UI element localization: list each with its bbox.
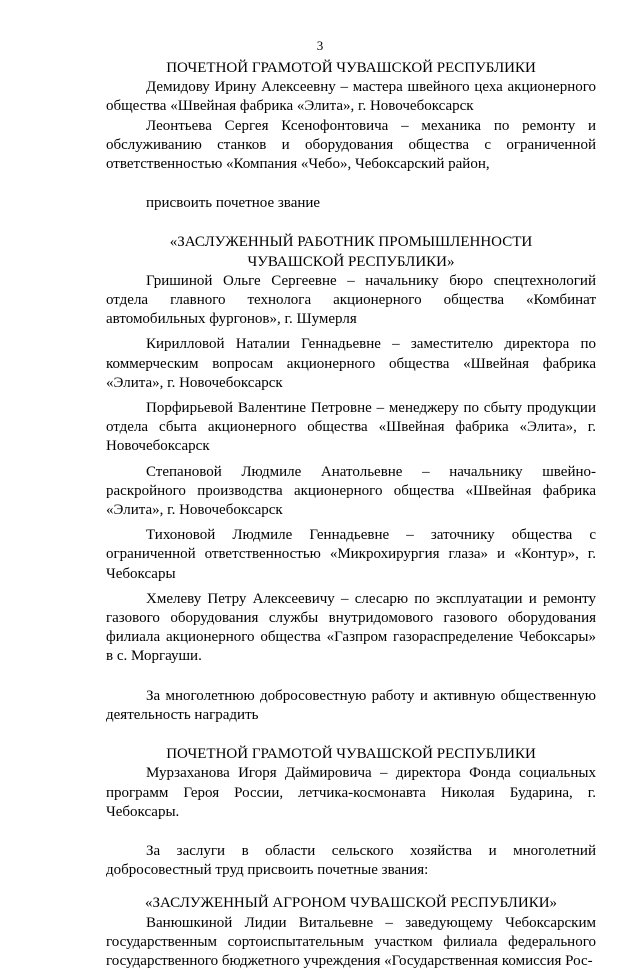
- section2-item-6: Хмелеву Петру Алексеевичу – слесарю по эксплуатации и ремонту газового оборудования службы внутридомового газового оборудования филиала акционерного общества «Газпром газораспределение Чебоксары» в с. Моргауши.: [106, 590, 596, 665]
- section1-item-2: Леонтьева Сергея Ксенофонтовича – механика по ремонту и обслуживанию станков и оборудования общества с ограниченной ответственностью «Компания «Чебо», Чебоксарский район,: [106, 117, 596, 173]
- section1-item-1: Демидову Ирину Алексеевну – мастера швейного цеха акционерного общества «Швейная фабрика «Элита», г. Новочебоксарск: [106, 79, 596, 115]
- document-body: [106, 59, 596, 971]
- section2-item-2: Кирилловой Наталии Геннадьевне – заместителю директора по коммерческим вопросам акционерного общества «Швейная фабрика «Элита», г. Новочебоксарск: [106, 336, 596, 391]
- section3-heading: ПОЧЕТНОЙ ГРАМОТОЙ ЧУВАШСКОЙ РЕСПУБЛИКИ: [166, 746, 536, 763]
- section1-heading: ПОЧЕТНОЙ ГРАМОТОЙ ЧУВАШСКОЙ РЕСПУБЛИКИ: [166, 60, 536, 76]
- section4-heading: «ЗАСЛУЖЕННЫЙ АГРОНОМ ЧУВАШСКОЙ РЕСПУБЛИКИ»: [144, 895, 558, 912]
- section2-item-3: Порфирьевой Валентине Петровне – менеджеру по сбыту продукции отдела сбыта акционерного общества «Швейная фабрика «Элита», г. Новочебоксарск: [106, 400, 596, 455]
- section2-item-4: Степановой Людмиле Анатольевне – начальнику швейно-раскройного производства акционерного общества «Швейная фабрика «Элита», г. Новочебоксарск: [106, 463, 596, 519]
- section2-heading-line1: «ЗАСЛУЖЕННЫЙ РАБОТНИК ПРОМЫШЛЕННОСТИ: [169, 234, 533, 251]
- section3-item-1: Мурзаханова Игоря Даймировича – директора Фонда социальных программ Героя России, летчика-космонавта Николая Бударина, г. Чебоксары.: [106, 765, 596, 820]
- section2-heading-line2: ЧУВАШСКОЙ РЕСПУБЛИКИ»: [247, 253, 455, 270]
- intro-paragraph-4: За заслуги в области сельского хозяйства и многолетний добросовестный труд присвоить почетные звания:: [106, 842, 596, 879]
- assign-phrase: присвоить почетное звание: [146, 195, 321, 212]
- section2-item-5: Тихоновой Людмиле Геннадьевне – заточнику общества с ограниченной ответственностью «Микрохирургия глаза» и «Контур», г. Чебоксары: [106, 527, 596, 582]
- section2-item-1: Гришиной Ольге Сергеевне – начальнику бюро спецтехнологий отдела главного технолога акционерного общества «Комбинат автомобильных фургонов», г. Шумерля: [106, 272, 596, 328]
- section4-item-1: Ванюшкиной Лидии Витальевне – заведующему Чебоксарским государственным сортоиспытательным участком филиала федерального государственного бюджетного учреждения «Государственная комиссия Рос-: [106, 914, 596, 969]
- page-number: 3: [316, 38, 324, 53]
- intro-paragraph-3: За многолетнюю добросовестную работу и активную общественную деятельность наградить: [106, 687, 596, 723]
